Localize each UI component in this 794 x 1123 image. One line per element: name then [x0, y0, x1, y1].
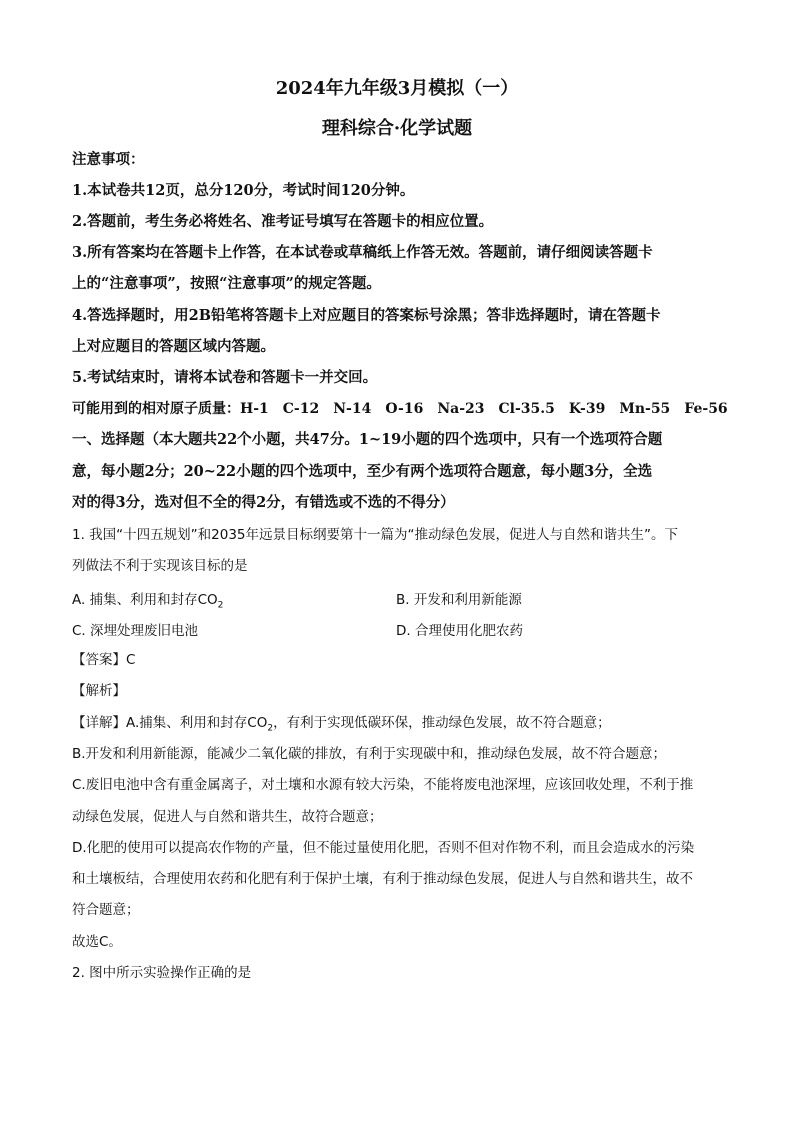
q1-option-a-text: A. 捕集、利用和封存CO [72, 592, 218, 608]
detail-a-pre: A.捕集、利用和封存CO [126, 715, 268, 731]
note-item-2: 2.答题前，考生务必将姓名、准考证号填写在答题卡的相应位置。 [72, 213, 494, 230]
note-item-5: 5.考试结束时，请将本试卷和答题卡一并交回。 [72, 369, 378, 386]
answer-value: C [126, 652, 136, 668]
detail-a-subscript: 2 [267, 723, 274, 734]
q1-analysis-tag: 【解析】 [72, 683, 126, 699]
q1-detail-d-line1: D.化肥的使用可以提高农作物的产量，但不能过量使用化肥，否则不但对作物不利，而且会造成水的污染 [72, 840, 695, 856]
section1-line2: 意，每小题2分；20~22小题的四个选项中，至少有两个选项符合题意，每小题3分，全选 [72, 463, 653, 480]
mass-o: O-16 [385, 401, 424, 417]
q2-stem: 2. 图中所示实验操作正确的是 [72, 965, 252, 981]
q1-detail-c-line1: C.废旧电池中含有重金属离子，对土壤和水源有较大污染，不能将废电池深埋，应该回收处理，不利于推 [72, 777, 694, 793]
detail-tag: 【详解】 [72, 715, 126, 731]
q1-option-a [72, 588, 223, 611]
q1-option-d: D. 合理使用化肥农药 [396, 623, 523, 639]
q1-detail-c-line2: 动绿色发展，促进人与自然和谐共生，故符合题意； [72, 809, 383, 825]
q1-stem-line2: 列做法不利于实现该目标的是 [72, 558, 248, 574]
mass-n: N-14 [333, 401, 372, 417]
q1-detail-b: B.开发和利用新能源，能减少二氧化碳的排放，有利于实现碳中和，推动绿色发展，故不符合题意； [72, 746, 667, 762]
notes-heading: 注意事项： [72, 151, 145, 168]
answer-tag: 【答案】 [72, 652, 126, 668]
q1-detail-d-line3: 符合题意； [72, 902, 140, 918]
q1-conclusion: 故选C。 [72, 934, 122, 950]
q1-stem-line1: 1. 我国“十四五规划”和2035年远景目标纲要第十一篇为“推动绿色发展，促进人与自然和谐共生”。下 [72, 527, 679, 543]
atomic-masses-label: 可能用到的相对原子质量： [72, 401, 240, 417]
note-item-4-line2: 上对应题目的答题区域内答题。 [72, 338, 275, 355]
mass-mn: Mn-55 [619, 401, 671, 417]
atomic-masses [72, 399, 728, 419]
note-item-3-line2: 上的“注意事项”，按照“注意事项”的规定答题。 [72, 275, 381, 292]
note-item-1: 1.本试卷共12页，总分120分，考试时间120分钟。 [72, 182, 415, 199]
q1-detail-d-line2: 和土壤板结，合理使用农药和化肥有利于保护土壤，有利于推动绿色发展，促进人与自然和谐共生，故不 [72, 871, 693, 887]
mass-c: C-12 [282, 401, 320, 417]
mass-cl: Cl-35.5 [498, 401, 555, 417]
mass-h: H-1 [240, 401, 269, 417]
section1-line3: 对的得3分，选对但不全的得2分，有错选或不选的不得分） [72, 494, 455, 511]
q1-option-b: B. 开发和利用新能源 [396, 592, 522, 608]
q1-answer [72, 650, 728, 670]
note-item-4-line1: 4.答选择题时，用2B铅笔将答题卡上对应题目的答案标号涂黑；答非选择题时，请在答题卡 [72, 307, 661, 324]
mass-k: K-39 [568, 401, 606, 417]
q1-option-c: C. 深埋处理废旧电池 [72, 623, 199, 639]
exam-subtitle: 理科综合·化学试题 [321, 118, 473, 139]
section1-line1: 一、选择题（本大题共22个小题，共47分。1~19小题的四个选项中，只有一个选项符合题 [72, 431, 663, 448]
exam-title: 2024年九年级3月模拟（一） [275, 78, 519, 99]
q1-option-a-subscript: 2 [217, 600, 224, 611]
note-item-3-line1: 3.所有答案均在答题卡上作答，在本试卷或草稿纸上作答无效。答题前，请仔细阅读答题卡 [72, 244, 653, 261]
detail-a-post: ，有利于实现低碳环保，推动绿色发展，故不符合题意； [273, 715, 611, 731]
q1-detail-a [72, 713, 728, 739]
mass-fe: Fe-56 [684, 401, 728, 417]
mass-na: Na-23 [437, 401, 485, 417]
